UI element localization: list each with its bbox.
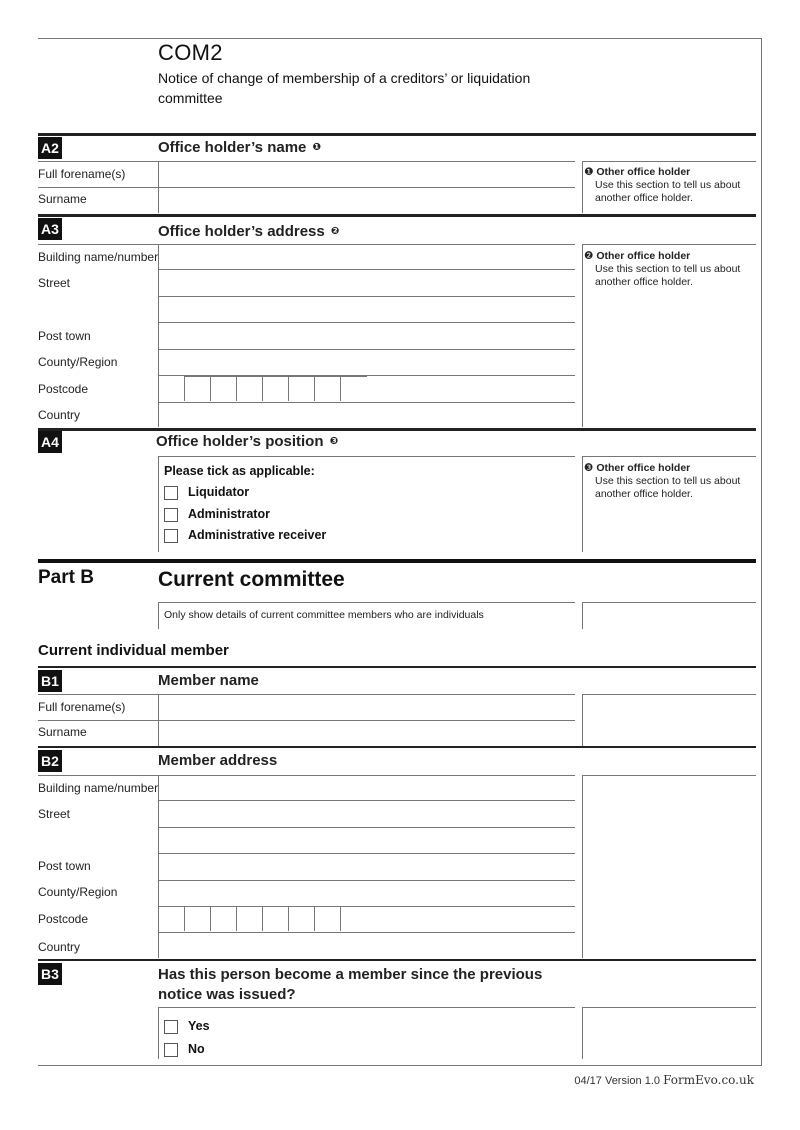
checkbox-liquidator[interactable] — [164, 486, 178, 500]
label-post-town: Post town — [38, 329, 91, 343]
postcode-cell — [236, 906, 263, 931]
row-line — [158, 800, 575, 801]
note-top-line — [582, 602, 756, 603]
row-line — [38, 720, 575, 721]
note-divider — [582, 1007, 583, 1059]
postcode-cell — [340, 376, 367, 401]
note-top-line — [582, 1007, 756, 1008]
row-line — [158, 402, 575, 403]
label-forenames: Full forename(s) — [38, 167, 126, 181]
footer-brand: FormEvo.co.uk — [663, 1073, 754, 1087]
row-line — [158, 880, 575, 881]
page-top-border — [38, 38, 762, 39]
postcode-cell — [210, 906, 237, 931]
note-marker-icon: ❷ — [584, 250, 594, 262]
member-post-town-input[interactable] — [160, 855, 574, 879]
note-title: Other office holder — [596, 462, 691, 474]
member-street-line-2-input[interactable] — [160, 829, 574, 852]
row-line — [38, 187, 575, 188]
section-badge-b1: B1 — [38, 670, 62, 692]
field-divider — [158, 1007, 159, 1059]
note-body: Use this section to tell us about another office holder. — [595, 179, 741, 204]
postcode-cell — [262, 376, 289, 401]
member-county-input[interactable] — [160, 882, 574, 904]
option-label: Administrative receiver — [188, 528, 327, 542]
note-top-line — [582, 456, 756, 457]
row-line — [158, 349, 575, 350]
member-surname-input[interactable] — [160, 722, 574, 744]
postcode-cell — [262, 906, 289, 931]
section-title-text: Office holder’s name — [158, 139, 307, 156]
row-line — [158, 827, 575, 828]
note-top-line — [582, 694, 756, 695]
note-title: Other office holder — [596, 166, 691, 178]
country-input[interactable] — [160, 404, 574, 426]
section-badge-b3: B3 — [38, 963, 62, 985]
option-label: No — [188, 1042, 205, 1056]
section-badge-b2: B2 — [38, 750, 62, 772]
label-forenames: Full forename(s) — [38, 700, 126, 714]
note-divider — [582, 161, 583, 213]
section-title-a2 — [158, 139, 321, 156]
postcode-cell — [210, 376, 237, 401]
section-divider — [38, 428, 756, 431]
field-divider — [158, 602, 159, 629]
member-building-input[interactable] — [160, 777, 574, 799]
note-divider — [582, 602, 583, 629]
note-divider — [582, 456, 583, 552]
label-county: County/Region — [38, 885, 118, 899]
form-code: COM2 — [158, 40, 223, 65]
checkbox-no[interactable] — [164, 1043, 178, 1057]
footer — [574, 1073, 754, 1087]
label-postcode: Postcode — [38, 382, 89, 396]
postcode-input[interactable] — [158, 376, 366, 401]
option-label: Yes — [188, 1019, 210, 1033]
county-input[interactable] — [160, 351, 574, 374]
part-title: Current committee — [158, 568, 345, 591]
footer-version: 04/17 Version 1.0 — [574, 1075, 660, 1087]
sub-heading: Current individual member — [38, 642, 229, 659]
building-input[interactable] — [160, 246, 574, 268]
note-title: Other office holder — [596, 250, 691, 262]
note-top-line — [582, 775, 756, 776]
section-title-a3 — [158, 223, 339, 240]
post-town-input[interactable] — [160, 324, 574, 348]
note-a3 — [584, 250, 754, 289]
member-postcode-input[interactable] — [158, 906, 366, 931]
label-country: Country — [38, 408, 81, 422]
note-divider — [582, 244, 583, 427]
label-post-town: Post town — [38, 859, 91, 873]
section-badge-a4: A4 — [38, 431, 62, 453]
part-divider — [38, 559, 756, 563]
form-subtitle: Notice of change of membership of a creditors’ or liquidation committee — [158, 70, 531, 106]
postcode-cell — [314, 376, 341, 401]
row-line — [158, 1007, 575, 1008]
postcode-cell — [184, 906, 211, 931]
row-line — [158, 932, 575, 933]
member-country-input[interactable] — [160, 934, 574, 957]
section-divider — [38, 666, 756, 668]
postcode-cell — [288, 906, 315, 931]
part-label: Part B — [38, 567, 94, 588]
page-right-border — [761, 38, 762, 1066]
note-body: Use this section to tell us about another office holder. — [595, 263, 741, 288]
row-line — [158, 602, 575, 603]
section-divider — [38, 959, 756, 961]
postcode-cell — [184, 376, 211, 401]
label-postcode: Postcode — [38, 912, 89, 926]
row-line — [158, 322, 575, 323]
row-line — [38, 161, 575, 162]
label-surname: Surname — [38, 192, 87, 206]
section-divider — [38, 746, 756, 748]
label-building: Building name/number — [38, 250, 159, 264]
note-marker-icon: ❸ — [584, 462, 594, 474]
label-building: Building name/number — [38, 781, 159, 795]
option-label: Liquidator — [188, 485, 250, 499]
note-body: Use this section to tell us about another office holder. — [595, 475, 741, 500]
section-divider — [38, 133, 756, 136]
option-label: Administrator — [188, 507, 270, 521]
postcode-cell — [288, 376, 315, 401]
section-divider — [38, 214, 756, 217]
label-street: Street — [38, 807, 71, 821]
info-text: Only show details of current committee members who are individuals — [164, 609, 484, 621]
field-divider — [158, 456, 159, 552]
note-top-line — [582, 161, 756, 162]
note-divider — [582, 694, 583, 746]
street-input[interactable] — [160, 271, 574, 295]
postcode-cell — [236, 376, 263, 401]
note-marker-icon: ❶ — [312, 142, 322, 153]
row-line — [158, 456, 575, 457]
row-line — [38, 775, 575, 776]
note-marker-icon: ❶ — [584, 166, 594, 178]
section-title-a4 — [156, 433, 338, 450]
row-line — [158, 853, 575, 854]
postcode-cell — [314, 906, 341, 931]
member-street-input[interactable] — [160, 802, 574, 826]
member-forenames-input[interactable] — [160, 696, 574, 719]
section-title-b3: Has this person become a member since the previous notice was issued? — [158, 966, 543, 1003]
checkbox-administrator[interactable] — [164, 508, 178, 522]
checkbox-administrative-receiver[interactable] — [164, 529, 178, 543]
row-line — [158, 269, 575, 270]
note-marker-icon: ❸ — [329, 436, 339, 447]
street-line-2-input[interactable] — [160, 298, 574, 321]
row-line — [158, 296, 575, 297]
note-a2 — [584, 166, 754, 205]
surname-input[interactable] — [160, 189, 574, 211]
row-line — [38, 694, 575, 695]
row-line — [38, 244, 575, 245]
note-marker-icon: ❷ — [330, 226, 340, 237]
note-top-line — [582, 244, 756, 245]
note-divider — [582, 775, 583, 958]
label-street: Street — [38, 276, 71, 290]
label-country: Country — [38, 940, 81, 954]
note-a4 — [584, 462, 754, 501]
section-title-b2: Member address — [158, 752, 278, 769]
tick-prompt: Please tick as applicable: — [164, 464, 315, 478]
page-bottom-border — [38, 1065, 762, 1066]
section-title-text: Office holder’s address — [158, 223, 325, 240]
section-title-b1: Member name — [158, 672, 259, 689]
forenames-input[interactable] — [160, 163, 574, 186]
label-surname: Surname — [38, 725, 87, 739]
postcode-cell — [340, 906, 367, 931]
section-badge-a2: A2 — [38, 137, 62, 159]
section-badge-a3: A3 — [38, 218, 62, 240]
section-title-text: Office holder’s position — [156, 433, 324, 450]
checkbox-yes[interactable] — [164, 1020, 178, 1034]
label-county: County/Region — [38, 355, 118, 369]
